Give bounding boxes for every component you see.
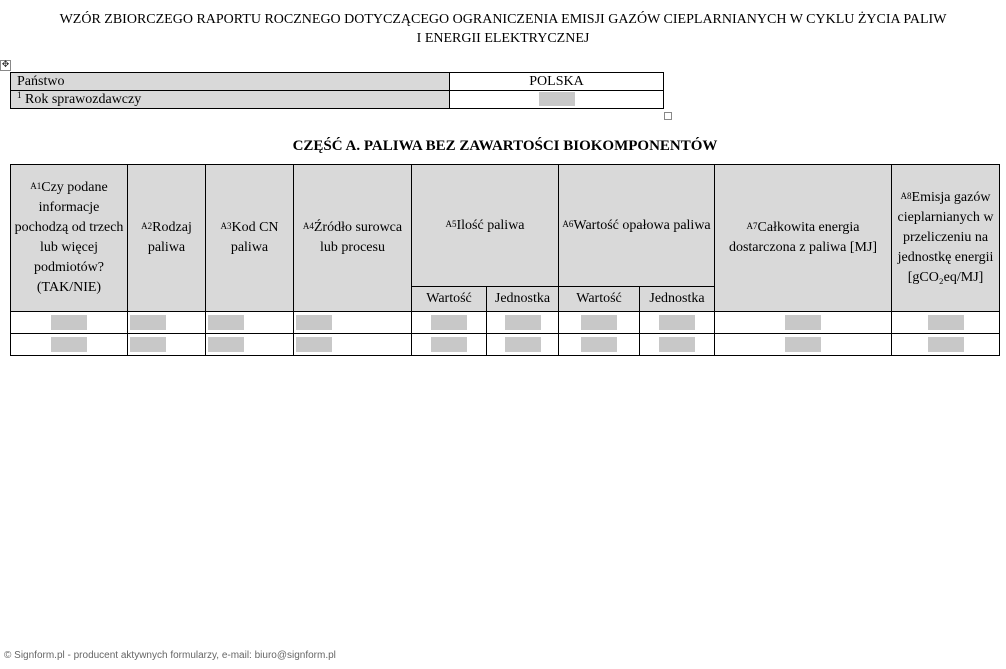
country-row [11,73,664,91]
a7-input[interactable] [785,315,821,330]
col-a2-header [128,165,206,312]
a3-input[interactable] [208,315,244,330]
col-a8-label: Emisja gazów cieplarnianych w przeliczeniu na jednostkę energii [gCO₂eq/MJ] [897,190,994,285]
a2-input[interactable] [130,315,166,330]
a7-input[interactable] [785,337,821,352]
a3-input[interactable] [208,337,244,352]
col-a3-mark: A3 [220,221,232,231]
col-a4-mark: A4 [302,221,314,231]
col-a6-unit-header: Jednostka [640,287,715,312]
col-a2-mark: A2 [141,221,153,231]
col-a3-label: Kod CN paliwa [230,220,279,255]
col-a3-header [206,165,294,312]
col-a7-header [715,165,892,312]
year-value-cell [450,91,664,109]
document-title-line1: WZÓR ZBIORCZEGO RAPORTU ROCZNEGO DOTYCZĄCEGO OGRANICZENIA EMISJI GAZÓW CIEPLARNIANYCH W CYKLU ŻYCIA PALIW [59,12,947,27]
a4-input[interactable] [296,337,332,352]
a6-value-input[interactable] [581,337,617,352]
col-a5-unit-header: Jednostka [487,287,559,312]
document-title-line2: I ENERGII ELEKTRYCZNEJ [416,31,590,46]
country-value: POLSKA [450,73,664,91]
a1-input[interactable] [51,315,87,330]
col-a6-label: Wartość opałowa paliwa [573,217,711,233]
a5-unit-input[interactable] [505,337,541,352]
col-a5-header [412,165,559,287]
col-a2-label: Rodzaj paliwa [147,220,192,255]
a8-input[interactable] [928,337,964,352]
a6-unit-input[interactable] [659,315,695,330]
col-a1-mark: A1 [30,181,42,191]
col-a5-label: Ilość paliwa [456,217,525,233]
year-input[interactable] [539,92,575,106]
a5-value-input[interactable] [431,337,467,352]
col-a4-header [294,165,412,312]
table-resize-handle[interactable] [664,112,672,120]
header-table [10,72,664,109]
a2-input[interactable] [130,337,166,352]
country-label: Państwo [11,73,450,91]
col-a7-label: Całkowita energia dostarczona z paliwa [MJ] [728,220,878,255]
col-a8-mark: A8 [900,191,912,201]
col-a8-header [892,165,1000,312]
section-a-table [10,164,1000,356]
a5-value-input[interactable] [431,315,467,330]
section-a-title: CZĘŚĆ A. PALIWA BEZ ZAWARTOŚCI BIOKOMPONENTÓW [292,138,718,154]
a5-unit-input[interactable] [505,315,541,330]
a8-input[interactable] [928,315,964,330]
table-row [11,334,1000,356]
year-label: Rok sprawozdawczy [25,91,142,107]
a4-input[interactable] [296,315,332,330]
col-a4-label: Źródło surowca lub procesu [313,220,403,255]
col-a7-mark: A7 [746,221,758,231]
year-footnote-mark: 1 [17,89,22,100]
col-a1-header [11,165,128,312]
col-a1-label: Czy podane informacje pochodzą od trzech lub więcej podmiotów? (TAK/NIE) [14,180,124,295]
col-a5-mark: A5 [445,218,457,229]
table-row [11,312,1000,334]
col-a6-value-header: Wartość [559,287,640,312]
a6-value-input[interactable] [581,315,617,330]
col-a6-mark: A6 [562,218,574,229]
col-a5-value-header: Wartość [412,287,487,312]
document-title [0,10,1006,48]
year-row [11,91,664,109]
col-a6-header [559,165,715,287]
a1-input[interactable] [51,337,87,352]
year-label-cell [11,91,450,109]
a6-unit-input[interactable] [659,337,695,352]
move-icon[interactable]: ✥ [1,60,10,70]
footer-credit: © Signform.pl - producent aktywnych formularzy, e-mail: biuro@signform.pl [4,650,336,661]
